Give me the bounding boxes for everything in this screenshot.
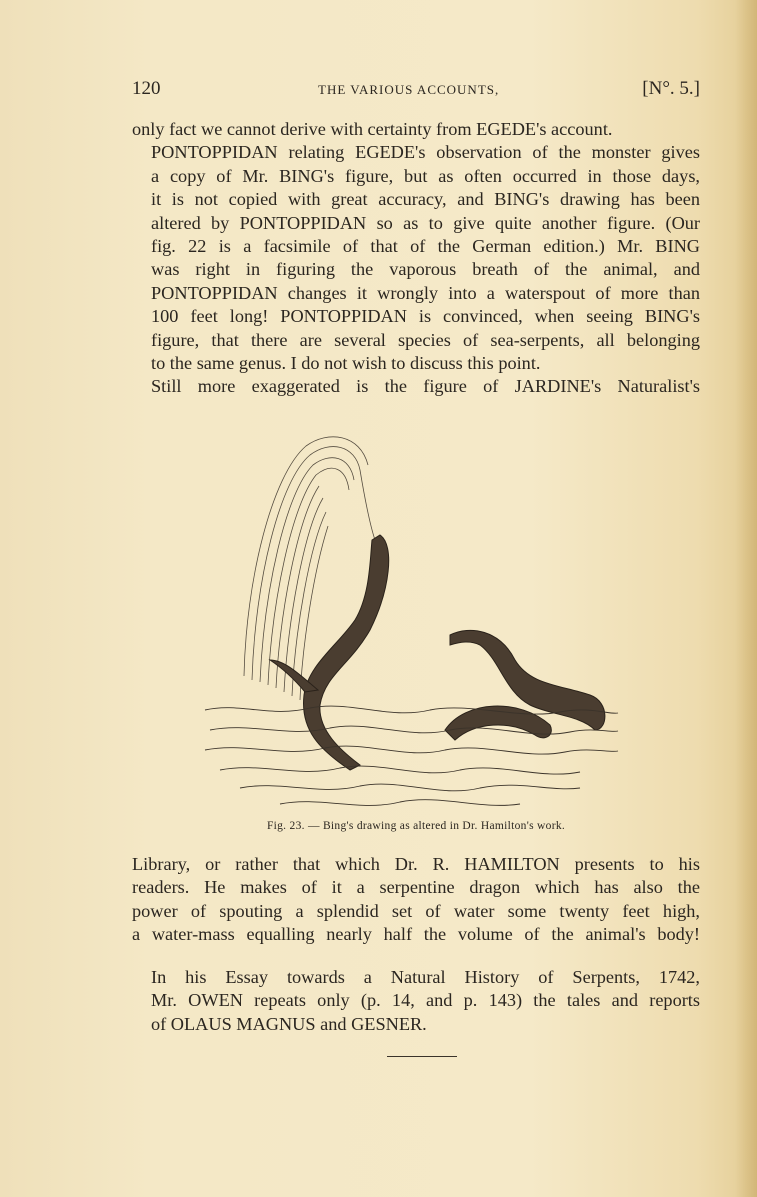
text-line: a water-mass equalling nearly half the volume of the animal's body! [132,924,700,945]
text-line: PONTOPPIDAN relating EGEDE's observation of the monster gives [151,142,700,163]
page-edge-shadow [735,0,757,1197]
running-title: THE VARIOUS ACCOUNTS, [318,82,500,97]
text-line: Still more exaggerated is the figure of JARDINE's Naturalist's [151,376,700,397]
text-line: fig. 22 is a facsimile of that of the German edition.) Mr. BING [151,236,700,257]
text-line: 100 feet long! PONTOPPIDAN is convinced, when seeing BING's [151,306,700,327]
second-serpent-figure [445,630,605,740]
text-line: of OLAUS MAGNUS and GESNER. [151,1013,427,1034]
issue-number: [N°. 5.] [642,78,700,99]
text-line: Mr. OWEN repeats only (p. 14, and p. 143) the tales and reports [151,990,700,1011]
sea-waves-illustration [205,706,618,805]
text-line: figure, that there are several species of sea-serpents, all belonging [151,329,700,350]
section-end-rule [387,1056,457,1057]
paragraph-owen [132,966,700,1036]
lower-text-block [132,853,700,947]
upper-text-block [132,118,700,399]
text-line: altered by PONTOPPIDAN so as to give quite another figure. (Our [151,212,700,233]
text-line: Library, or rather that which Dr. R. HAMILTON presents to his [132,854,700,874]
paragraph-continuation [132,118,700,141]
text-line: was right in figuring the vaporous breath of the animal, and [151,259,700,280]
text-line: a copy of Mr. BING's figure, but as often occurred in those days, [151,165,700,186]
final-text-block [132,966,700,1036]
text-line: readers. He makes of it a serpentine dragon which has also the [132,877,700,898]
page-number: 120 [132,78,161,99]
sea-serpent-engraving [200,430,620,815]
paragraph-jardine [132,375,700,398]
text-line: power of spouting a splendid set of water some twenty feet high, [132,900,700,921]
paragraph-hamilton [132,853,700,947]
figure-caption: Fig. 23. — Bing's drawing as altered in Dr. Hamilton's work. [266,820,566,832]
text-line: In his Essay towards a Natural History of Serpents, 1742, [151,967,700,987]
waterspout-illustration [244,437,375,700]
serpent-figure [270,535,389,770]
running-header [132,76,700,106]
text-line: only fact we cannot derive with certainty from EGEDE's account. [132,119,613,139]
text-line: it is not copied with great accuracy, and BING's drawing has been [151,189,700,210]
paragraph-pontoppidan [132,141,700,375]
text-line: PONTOPPIDAN changes it wrongly into a waterspout of more than [151,282,700,303]
text-line: to the same genus. I do not wish to discuss this point. [151,353,541,374]
